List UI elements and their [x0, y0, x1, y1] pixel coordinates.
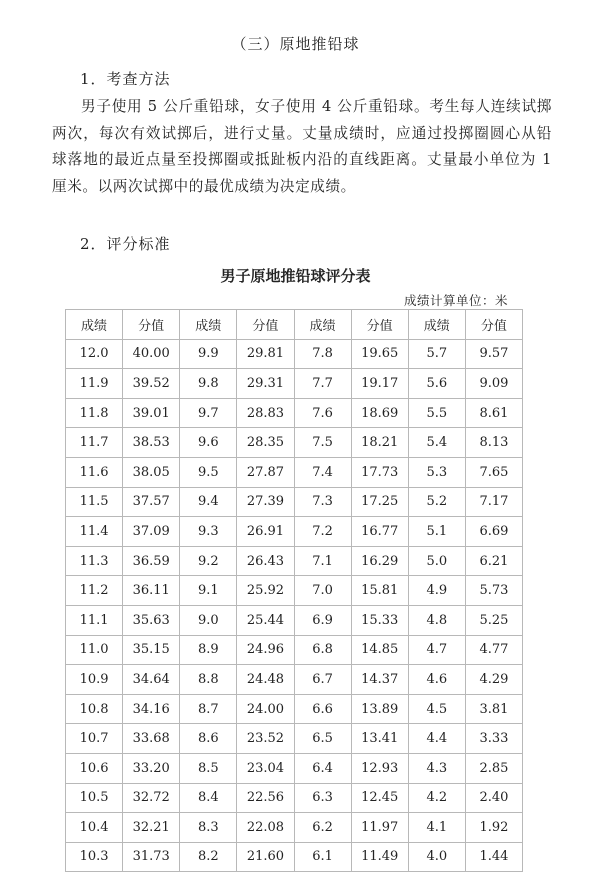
- score-cell: 17.73: [351, 457, 408, 487]
- score-cell: 8.61: [465, 398, 522, 428]
- result-cell: 4.6: [408, 665, 465, 695]
- result-cell: 9.5: [180, 457, 237, 487]
- header-cell: 分值: [237, 310, 294, 340]
- result-cell: 6.1: [294, 842, 351, 872]
- result-cell: 6.2: [294, 813, 351, 843]
- result-cell: 9.1: [180, 576, 237, 606]
- result-cell: 4.0: [408, 842, 465, 872]
- table-row: [66, 339, 523, 369]
- result-cell: 11.5: [66, 487, 123, 517]
- result-cell: 7.6: [294, 398, 351, 428]
- score-cell: 26.91: [237, 517, 294, 547]
- score-cell: 5.25: [465, 605, 522, 635]
- header-cell: 成绩: [408, 310, 465, 340]
- result-cell: 6.7: [294, 665, 351, 695]
- result-cell: 8.7: [180, 694, 237, 724]
- score-cell: 32.72: [123, 783, 180, 813]
- score-cell: 38.53: [123, 428, 180, 458]
- result-cell: 10.8: [66, 694, 123, 724]
- table-row: [66, 753, 523, 783]
- result-cell: 7.7: [294, 369, 351, 399]
- result-cell: 7.0: [294, 576, 351, 606]
- result-cell: 11.8: [66, 398, 123, 428]
- method-paragraph: 男子使用 5 公斤重铅球，女子使用 4 公斤重铅球。考生每人连续试掷两次，每次有效试掷后，进行丈量。丈量成绩时，应通过投掷圈圆心从铅球落地的最近点量至投掷圈或抵趾板内沿的直线距离。丈量最小单位为 1 厘米。以两次试掷中的最优成绩为决定成绩。: [52, 98, 552, 195]
- score-cell: 18.69: [351, 398, 408, 428]
- result-cell: 10.9: [66, 665, 123, 695]
- result-cell: 8.8: [180, 665, 237, 695]
- score-cell: 14.37: [351, 665, 408, 695]
- result-cell: 8.2: [180, 842, 237, 872]
- result-cell: 6.3: [294, 783, 351, 813]
- result-cell: 5.5: [408, 398, 465, 428]
- unit-note: 成绩计算单位：米: [403, 293, 508, 308]
- result-cell: 4.8: [408, 605, 465, 635]
- table-row: [66, 694, 523, 724]
- score-cell: 13.41: [351, 724, 408, 754]
- result-cell: 4.7: [408, 635, 465, 665]
- table-body: [66, 339, 523, 872]
- score-cell: 7.17: [465, 487, 522, 517]
- result-cell: 11.9: [66, 369, 123, 399]
- score-cell: 12.45: [351, 783, 408, 813]
- score-cell: 16.77: [351, 517, 408, 547]
- header-cell: 成绩: [66, 310, 123, 340]
- result-cell: 11.6: [66, 457, 123, 487]
- score-cell: 24.48: [237, 665, 294, 695]
- score-cell: 14.85: [351, 635, 408, 665]
- table-row: [66, 605, 523, 635]
- result-cell: 7.1: [294, 546, 351, 576]
- result-cell: 9.8: [180, 369, 237, 399]
- score-cell: 12.93: [351, 753, 408, 783]
- score-cell: 28.35: [237, 428, 294, 458]
- result-cell: 12.0: [66, 339, 123, 369]
- score-cell: 26.43: [237, 546, 294, 576]
- result-cell: 9.2: [180, 546, 237, 576]
- result-cell: 7.5: [294, 428, 351, 458]
- result-cell: 5.0: [408, 546, 465, 576]
- section-title: （三）原地推铅球: [231, 35, 360, 53]
- score-cell: 27.39: [237, 487, 294, 517]
- score-cell: 19.17: [351, 369, 408, 399]
- score-cell: 33.68: [123, 724, 180, 754]
- result-cell: 10.6: [66, 753, 123, 783]
- result-cell: 10.7: [66, 724, 123, 754]
- score-cell: 25.92: [237, 576, 294, 606]
- score-cell: 7.65: [465, 457, 522, 487]
- score-cell: 11.49: [351, 842, 408, 872]
- score-cell: 17.25: [351, 487, 408, 517]
- score-cell: 22.08: [237, 813, 294, 843]
- result-cell: 5.2: [408, 487, 465, 517]
- table-row: [66, 813, 523, 843]
- score-cell: 39.01: [123, 398, 180, 428]
- score-cell: 16.29: [351, 546, 408, 576]
- score-cell: 37.09: [123, 517, 180, 547]
- result-cell: 5.7: [408, 339, 465, 369]
- result-cell: 9.4: [180, 487, 237, 517]
- score-cell: 4.77: [465, 635, 522, 665]
- table-row: [66, 783, 523, 813]
- header-cell: 分值: [465, 310, 522, 340]
- result-cell: 5.3: [408, 457, 465, 487]
- score-cell: 35.63: [123, 605, 180, 635]
- result-cell: 5.6: [408, 369, 465, 399]
- result-cell: 6.9: [294, 605, 351, 635]
- result-cell: 6.5: [294, 724, 351, 754]
- score-cell: 34.16: [123, 694, 180, 724]
- result-cell: 9.7: [180, 398, 237, 428]
- result-cell: 11.7: [66, 428, 123, 458]
- score-cell: 38.05: [123, 457, 180, 487]
- result-cell: 11.4: [66, 517, 123, 547]
- score-cell: 15.33: [351, 605, 408, 635]
- header-cell: 分值: [123, 310, 180, 340]
- method-heading: 1．考查方法: [80, 70, 171, 88]
- score-cell: 25.44: [237, 605, 294, 635]
- score-cell: 40.00: [123, 339, 180, 369]
- score-cell: 27.87: [237, 457, 294, 487]
- table-row: [66, 724, 523, 754]
- result-cell: 6.4: [294, 753, 351, 783]
- score-cell: 33.20: [123, 753, 180, 783]
- score-cell: 34.64: [123, 665, 180, 695]
- table-row: [66, 428, 523, 458]
- score-cell: 39.52: [123, 369, 180, 399]
- result-cell: 9.6: [180, 428, 237, 458]
- result-cell: 10.5: [66, 783, 123, 813]
- score-cell: 6.69: [465, 517, 522, 547]
- score-cell: 24.00: [237, 694, 294, 724]
- score-cell: 37.57: [123, 487, 180, 517]
- result-cell: 10.4: [66, 813, 123, 843]
- score-cell: 31.73: [123, 842, 180, 872]
- table-row: [66, 517, 523, 547]
- result-cell: 4.9: [408, 576, 465, 606]
- table-row: [66, 457, 523, 487]
- score-cell: 8.13: [465, 428, 522, 458]
- result-cell: 7.8: [294, 339, 351, 369]
- score-cell: 5.73: [465, 576, 522, 606]
- score-cell: 3.33: [465, 724, 522, 754]
- result-cell: 4.4: [408, 724, 465, 754]
- score-cell: 29.81: [237, 339, 294, 369]
- score-cell: 2.85: [465, 753, 522, 783]
- table-header-row: [66, 310, 523, 340]
- score-cell: 23.04: [237, 753, 294, 783]
- result-cell: 9.3: [180, 517, 237, 547]
- score-cell: 4.29: [465, 665, 522, 695]
- result-cell: 7.2: [294, 517, 351, 547]
- result-cell: 9.9: [180, 339, 237, 369]
- result-cell: 11.0: [66, 635, 123, 665]
- score-cell: 19.65: [351, 339, 408, 369]
- result-cell: 6.6: [294, 694, 351, 724]
- table-row: [66, 546, 523, 576]
- score-cell: 22.56: [237, 783, 294, 813]
- table-row: [66, 576, 523, 606]
- result-cell: 8.3: [180, 813, 237, 843]
- table-row: [66, 369, 523, 399]
- result-cell: 8.6: [180, 724, 237, 754]
- score-cell: 1.92: [465, 813, 522, 843]
- result-cell: 11.2: [66, 576, 123, 606]
- score-cell: 2.40: [465, 783, 522, 813]
- score-cell: 21.60: [237, 842, 294, 872]
- score-cell: 36.59: [123, 546, 180, 576]
- score-cell: 18.21: [351, 428, 408, 458]
- result-cell: 4.5: [408, 694, 465, 724]
- table-row: [66, 487, 523, 517]
- result-cell: 8.9: [180, 635, 237, 665]
- score-cell: 1.44: [465, 842, 522, 872]
- result-cell: 6.8: [294, 635, 351, 665]
- result-cell: 7.3: [294, 487, 351, 517]
- score-cell: 29.31: [237, 369, 294, 399]
- header-cell: 成绩: [294, 310, 351, 340]
- table-row: [66, 665, 523, 695]
- score-cell: 9.57: [465, 339, 522, 369]
- result-cell: 5.4: [408, 428, 465, 458]
- score-cell: 13.89: [351, 694, 408, 724]
- score-cell: 24.96: [237, 635, 294, 665]
- score-cell: 6.21: [465, 546, 522, 576]
- score-table: [65, 309, 523, 872]
- score-cell: 32.21: [123, 813, 180, 843]
- score-cell: 28.83: [237, 398, 294, 428]
- result-cell: 4.1: [408, 813, 465, 843]
- result-cell: 11.1: [66, 605, 123, 635]
- score-cell: 3.81: [465, 694, 522, 724]
- result-cell: 11.3: [66, 546, 123, 576]
- result-cell: 9.0: [180, 605, 237, 635]
- criteria-heading: 2．评分标准: [80, 235, 171, 253]
- score-cell: 11.97: [351, 813, 408, 843]
- table-row: [66, 398, 523, 428]
- score-cell: 15.81: [351, 576, 408, 606]
- result-cell: 4.3: [408, 753, 465, 783]
- result-cell: 4.2: [408, 783, 465, 813]
- result-cell: 5.1: [408, 517, 465, 547]
- score-cell: 35.15: [123, 635, 180, 665]
- header-cell: 分值: [351, 310, 408, 340]
- table-row: [66, 842, 523, 872]
- result-cell: 8.4: [180, 783, 237, 813]
- table-title: 男子原地推铅球评分表: [220, 267, 371, 285]
- score-cell: 36.11: [123, 576, 180, 606]
- header-cell: 成绩: [180, 310, 237, 340]
- result-cell: 10.3: [66, 842, 123, 872]
- score-cell: 23.52: [237, 724, 294, 754]
- table-row: [66, 635, 523, 665]
- result-cell: 8.5: [180, 753, 237, 783]
- score-cell: 9.09: [465, 369, 522, 399]
- result-cell: 7.4: [294, 457, 351, 487]
